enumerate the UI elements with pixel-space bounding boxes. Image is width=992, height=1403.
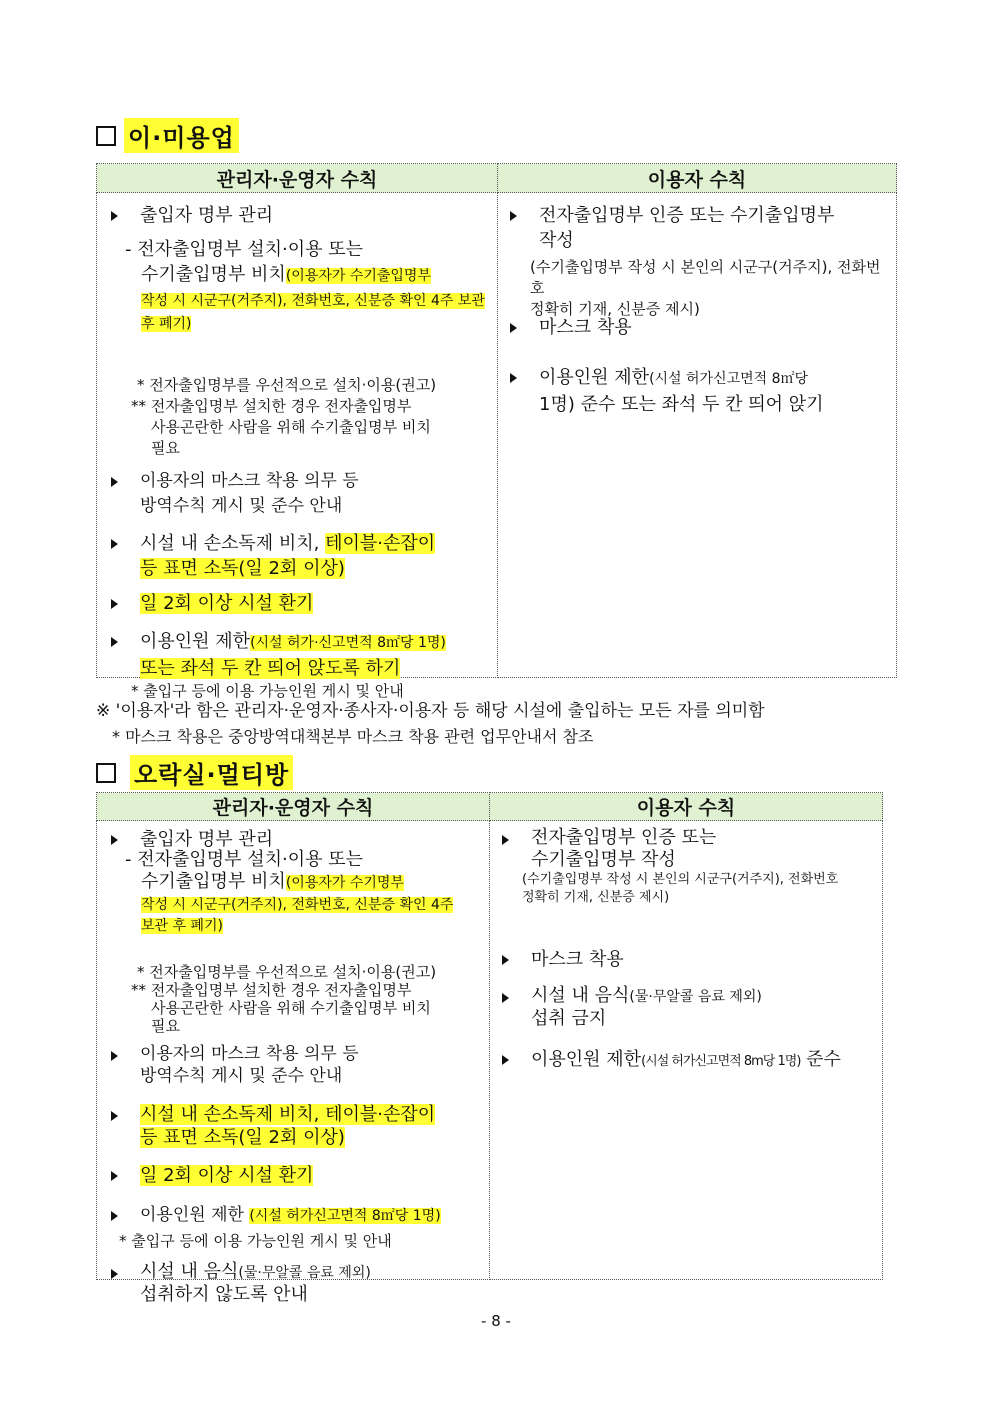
checkbox-icon <box>96 763 116 783</box>
bullet-icon <box>111 835 126 845</box>
operator-column-header: 관리자·운영자 수칙 <box>97 164 498 193</box>
user-column-header: 이용자 수칙 <box>490 793 883 821</box>
bullet-icon <box>510 211 525 221</box>
rule-sub: - 전자출입명부 설치·이용 또는 수기출입명부 비치(이용자가 수기출입명부 작성 시 시군구(거주지), 전화번호, 신분증 확인 4주 보관 후 폐기) <box>125 239 485 332</box>
section2-heading <box>96 755 293 790</box>
section1-title: 이·미용업 <box>124 118 239 153</box>
operator-rules-cell: 출입자 명부 관리 - 전자출입명부 설치·이용 또는 수기출입명부 비치(이용자가 수기출입명부 작성 시 시군구(거주지), 전화번호, 신분증 확인 4주 보관 후 폐기) * 전자출입명부를 우선적으로 설치·이용(권고) ** 전자출입명부 설치한 경우 전자출입명부 사용곤란한 사람을 위해 수기출입명부 비치 필요 이용자의 마스크 착용 의무 등 방역수칙 게시 및 준수 안내 시설 내 손소독제 비치, 테이블·손잡이 등 표면 소독(일 2회 이상) 일 2회 이상 시설 환기 이용인원 제한(시설 허가·신고면적 8㎡당 1명) 또는 좌석 두 칸 띄어 앉도록 하기 * 출입구 등에 이용 가능인원 게시 및 안내 <box>97 193 498 678</box>
bullet-icon <box>502 835 517 845</box>
bullet-icon <box>111 1111 126 1121</box>
section1-table <box>96 163 897 700</box>
bullet-icon <box>111 477 126 487</box>
operator-column-header: 관리자·운영자 수칙 <box>97 793 490 821</box>
section2-title: 오락실·멀티방 <box>130 755 293 790</box>
bullet-icon <box>510 373 525 383</box>
bullet-icon <box>111 211 126 221</box>
bullet-icon <box>111 539 126 549</box>
bullet-icon <box>111 1051 126 1061</box>
user-rules-cell: 전자출입명부 인증 또는 수기출입명부 작성 (수기출입명부 작성 시 본인의 시군구(거주지), 전화번호 정확히 기재, 신분증 제시) 마스크 착용 이용인원 제한(시설 허가신고면적 8㎡당 1명) 준수 또는 좌석 두 칸 띄어 앉기 <box>498 193 897 678</box>
bullet-icon <box>111 637 126 647</box>
user-rules-cell: 전자출입명부 인증 또는 수기출입명부 작성 (수기출입명부 작성 시 본인의 시군구(거주지), 전화번호 정확히 기재, 신분증 제시) 마스크 착용 시설 내 음식(물·무알콜 음료 제외) 섭취 금지 이용인원 제한(시설 허가신고면적 8m당 1명) 준수 <box>490 821 883 1280</box>
bullet-icon <box>111 1171 126 1181</box>
rule-text: 출입자 명부 관리 <box>140 205 274 226</box>
bullet-icon <box>502 993 517 1003</box>
section1-heading <box>96 118 239 153</box>
bullet-icon <box>111 1269 126 1279</box>
rule-note: * 전자출입명부를 우선적으로 설치·이용(권고) ** 전자출입명부 설치한 경우 전자출입명부 사용곤란한 사람을 위해 수기출입명부 비치 필요 <box>131 376 437 457</box>
footnote-mask: * 마스크 착용은 중앙방역대책본부 마스크 착용 관련 업무안내서 참조 <box>112 727 594 746</box>
footnote-definition: ※ '이용자'라 함은 관리자·운영자·종사자·이용자 등 해당 시설에 출입하는 모든 자를 의미함 <box>96 701 765 721</box>
section2-table <box>96 792 883 1305</box>
bullet-icon <box>502 1055 517 1065</box>
operator-rules-cell: 출입자 명부 관리 - 전자출입명부 설치·이용 또는 수기출입명부 비치(이용자가 수기명부 작성 시 시군구(거주지), 전화번호, 신분증 확인 4주 보관 후 폐기) * 전자출입명부를 우선적으로 설치·이용(권고) ** 전자출입명부 설치한 경우 전자출입명부 사용곤란한 사람을 위해 수기출입명부 비치 필요 이용자의 마스크 착용 의무 등 방역수칙 게시 및 준수 안내 시설 내 손소독제 비치, 테이블·손잡이 등 표면 소독(일 2회 이상) 일 2회 이상 시설 환기 이용인원 제한 (시설 허가신고면적 8㎡당 1명) * 출입구 등에 이용 가능인원 게시 및 안내 시설 내 음식(물·무알콜 음료 제외) 섭취하지 않도록 안내 <box>97 821 490 1280</box>
bullet-icon <box>111 1211 126 1221</box>
checkbox-icon <box>96 126 116 146</box>
user-column-header: 이용자 수칙 <box>498 164 897 193</box>
bullet-icon <box>510 323 525 333</box>
bullet-icon <box>502 955 517 965</box>
bullet-icon <box>111 599 126 609</box>
page-number: - 8 - <box>481 1312 511 1330</box>
